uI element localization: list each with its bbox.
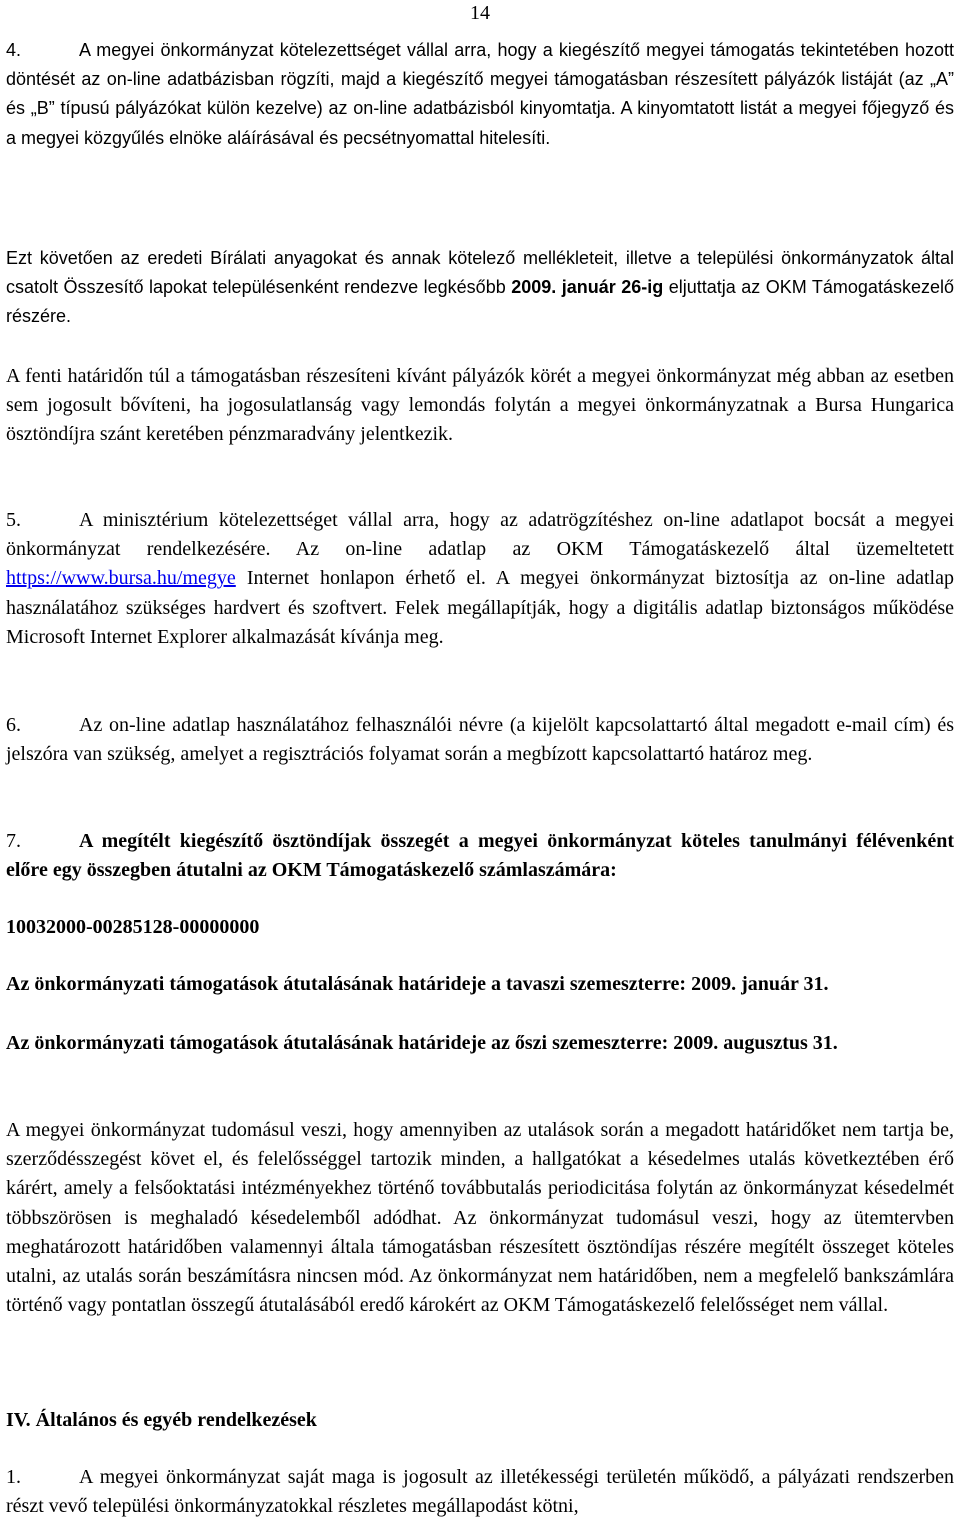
- paragraph-limit: A fenti határidőn túl a támogatásban részesíteni kívánt pályázók körét a megyei önkormányzat még abban az esetben sem jogosult bővíteni, ha jogosulatlanság vagy lemondás folytán a megyei önkormányzatnak a Bursa Hungarica ösztöndíjra szánt keretében pénzmaradvány jelentkezik.: [6, 365, 954, 446]
- bursa-website-link[interactable]: https://www.bursa.hu/megye: [6, 567, 236, 590]
- paragraph-text: A megítélt kiegészítő ösztöndíjak összegét a megyei önkormányzat köteles tanulmányi félévenként előre egy összegben átutalni az OKM Támogatáskezelő számlaszámára:: [6, 830, 954, 882]
- paragraph-text: eljuttatja az OKM Támogatáskezelő részére.: [6, 277, 954, 327]
- paragraph-text: A megyei önkormányzat kötelezettséget vállal arra, hogy a kiegészítő megyei támogatás tekintetében hozott döntését az on-line adatbázisban rögzíti, majd a kiegészítő megyei támogatásban részesített pályázók listáját (az „A” és „B” típusú pályázókat külön kezelve) az on-line adatbázisból kinyomtatja. A kinyomtatott listát a megyei főjegyző és a megyei közgyűlés elnöke aláírásával és pecsétnyomattal hitelesíti.: [6, 40, 954, 148]
- paragraph-text: A minisztérium kötelezettséget vállal arra, hogy az adatrögzítéshez on-line adatlapot bocsát a megyei önkormányzat rendelkezésére. Az on-line adatlap az OKM Támogatáskezelő által üzemeltetett: [6, 509, 954, 561]
- account-number: 10032000-00285128-00000000: [6, 916, 260, 938]
- paragraph-liability: A megyei önkormányzat tudomásul veszi, hogy amennyiben az utalások során a megadott határidőket nem tartja be, szerződésszegést követ el, és felelősséggel tartozik minden, a hallgatókat a késedelmes utalás következtében érő kárért, amely a felsőoktatási intézményekhez történő továbbutalás periodicitása folytán az önkormányzat késedelmét többszörösen is meghaladó késedelemből adódhat. Az önkormányzat tudomásul veszi, hogy az ütemtervben meghatározott határidőben valamennyi általa támogatásban részesített ösztöndíjas részére megítélt összeget köteles utalni, az utalás során beszámításra nincsen mód. Az önkormányzat nem határidőben, nem a megfelelő bankszámlára történő vagy pontatlan összegű átutalásából eredő károkért az OKM Támogatáskezelő felelősséget nem vállal.: [6, 1119, 954, 1317]
- paragraph-text: Internet honlapon érhető el. A megyei önkormányzat biztosítja az on-line adatlap használatához szükséges hardvert és szoftvert. Felek megállapítják, hogy a digitális adatlap biztonságos működése Microsoft Internet Explorer alkalmazását kívánja meg.: [6, 567, 954, 648]
- paragraph-text: Ezt követően az eredeti Bírálati anyagokat és annak kötelező mellékleteit, illetve a települési önkormányzatok által csatolt Összesítő lapokat településenként rendezve legkésőbb: [6, 248, 954, 298]
- paragraph-4: [6, 36, 954, 153]
- item-number: 6.: [6, 714, 21, 736]
- item-number: 1.: [6, 1466, 21, 1488]
- item-number: 5.: [6, 509, 21, 531]
- item-number: 7.: [6, 830, 21, 852]
- paragraph-submission: [6, 244, 954, 332]
- deadline-date: 2009. január 26-ig: [511, 277, 664, 298]
- paragraph-iv-1: [6, 1463, 954, 1521]
- deadline-autumn: Az önkormányzati támogatások átutalásának határideje az őszi szemeszterre: 2009. augusztus 31.: [6, 1032, 838, 1054]
- section-heading-iv: IV. Általános és egyéb rendelkezések: [6, 1409, 317, 1431]
- page-number: 14: [470, 2, 490, 24]
- item-number: 4.: [6, 40, 22, 60]
- paragraph-text: A megyei önkormányzat saját maga is jogosult az illetékességi területén működő, a pályázati rendszerben részt vevő települési önkormányzatokkal részletes megállapodást kötni,: [6, 1466, 954, 1518]
- paragraph-text: Az on-line adatlap használatához felhasználói névre (a kijelölt kapcsolattartó által megadott e-mail cím) és jelszóra van szükség, amelyet a regisztrációs folyamat során a megbízott kapcsolattartó határoz meg.: [6, 714, 954, 766]
- paragraph-6: [6, 711, 954, 769]
- deadline-spring: Az önkormányzati támogatások átutalásának határideje a tavaszi szemeszterre: 2009. január 31.: [6, 973, 829, 995]
- paragraph-5: [6, 506, 954, 652]
- paragraph-7: [6, 827, 954, 885]
